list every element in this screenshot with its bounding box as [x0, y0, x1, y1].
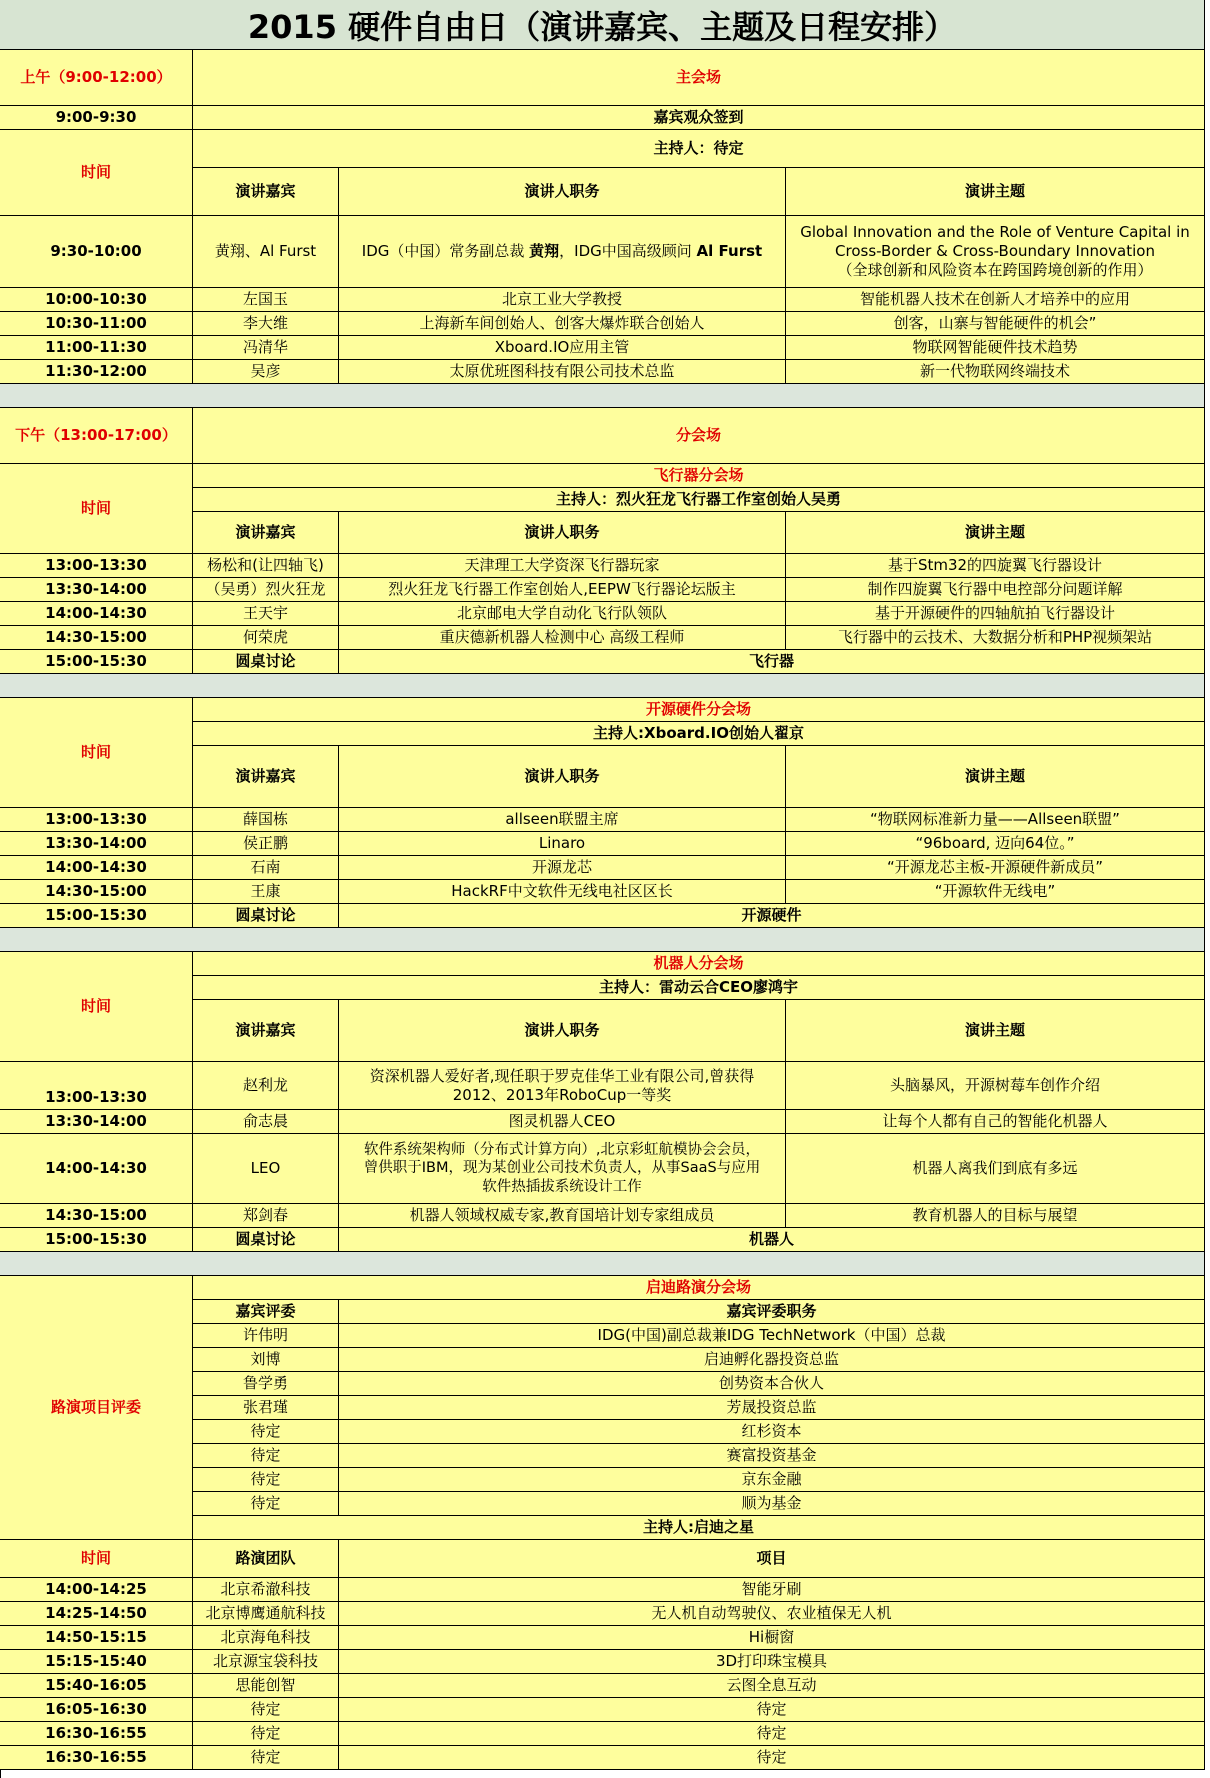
- topic-cell: “96board, 迈向64位。”: [786, 832, 1205, 856]
- topic-cell: 创客，山寨与智能硬件的机会”: [786, 312, 1205, 336]
- position-line: 曾供职于IBM，现为某创业公司技术负责人，从事SaaS与应用: [363, 1160, 761, 1177]
- robot-venue-name: 机器人分会场: [193, 952, 1205, 976]
- position-header: 演讲人职务: [339, 1000, 786, 1062]
- topic-cell: 基于Stm32的四旋翼飞行器设计: [786, 554, 1205, 578]
- judge-name: 待定: [193, 1420, 339, 1444]
- morning-venue: 主会场: [193, 50, 1205, 106]
- judge-position: 启迪孵化器投资总监: [339, 1348, 1205, 1372]
- time-cell: 10:00-10:30: [0, 288, 193, 312]
- topic-line: Global Innovation and the Role of Venture Capital in: [800, 223, 1190, 242]
- morning-period: 上午（9:00-12:00）: [0, 50, 193, 106]
- speaker-cell: 何荣虎: [193, 626, 339, 650]
- topic-cell: 头脑暴风，开源树莓车创作介绍: [786, 1062, 1205, 1110]
- project-cell: 云图全息互动: [339, 1674, 1205, 1698]
- position-cell: [339, 216, 786, 288]
- position-text: IDG（中国）常务副总裁: [361, 242, 530, 261]
- team-cell: 待定: [193, 1722, 339, 1746]
- position-line: 2012、2013年RoboCup一等奖: [452, 1085, 672, 1104]
- morning-time-header: 时间: [0, 130, 193, 216]
- topic-cell: 新一代物联网终端技术: [786, 360, 1205, 384]
- time-cell: 14:00-14:30: [0, 602, 193, 626]
- position-header: 演讲人职务: [339, 746, 786, 808]
- project-cell: 无人机自动驾驶仪、农业植保无人机: [339, 1602, 1205, 1626]
- opensource-time-header: 时间: [0, 698, 193, 808]
- topic-cell: [786, 216, 1205, 288]
- position-text: ，IDG中国高级顾问: [559, 242, 697, 261]
- position-line: 软件热插拔系统设计工作: [482, 1178, 642, 1195]
- roadshow-venue-name: 启迪路演分会场: [193, 1276, 1205, 1300]
- time-cell: 15:00-15:30: [0, 1228, 193, 1252]
- time-cell: 13:30-14:00: [0, 1110, 193, 1134]
- section-separator: [0, 384, 1205, 408]
- position-cell: 图灵机器人CEO: [339, 1110, 786, 1134]
- time-cell: 13:00-13:30: [0, 554, 193, 578]
- position-cell: 重庆德新机器人检测中心 高级工程师: [339, 626, 786, 650]
- topic-header: 演讲主题: [786, 746, 1205, 808]
- project-cell: 智能牙刷: [339, 1578, 1205, 1602]
- topic-cell: 智能机器人技术在创新人才培养中的应用: [786, 288, 1205, 312]
- time-cell: 14:30-15:00: [0, 626, 193, 650]
- judge-name: 待定: [193, 1492, 339, 1516]
- position-cell: HackRF中文软件无线电社区区长: [339, 880, 786, 904]
- speaker-cell: 郑剑春: [193, 1204, 339, 1228]
- judge-position: 顺为基金: [339, 1492, 1205, 1516]
- judge-name: 待定: [193, 1444, 339, 1468]
- judge-header: 嘉宾评委: [193, 1300, 339, 1324]
- time-cell: 13:30-14:00: [0, 832, 193, 856]
- topic-cell: “物联网标准新力量——Allseen联盟”: [786, 808, 1205, 832]
- position-cell: allseen联盟主席: [339, 808, 786, 832]
- position-cell: 烈火狂龙飞行器工作室创始人,EEPW飞行器论坛版主: [339, 578, 786, 602]
- judge-name: 张君瑾: [193, 1396, 339, 1420]
- position-cell: 太原优班图科技有限公司技术总监: [339, 360, 786, 384]
- project-cell: Hi橱窗: [339, 1626, 1205, 1650]
- team-cell: 待定: [193, 1746, 339, 1770]
- project-header: 项目: [339, 1540, 1205, 1578]
- time-cell: 15:40-16:05: [0, 1674, 193, 1698]
- roundtable-topic: 机器人: [339, 1228, 1205, 1252]
- judge-position: IDG(中国)副总裁兼IDG TechNetwork（中国）总裁: [339, 1324, 1205, 1348]
- topic-cell: “开源软件无线电”: [786, 880, 1205, 904]
- topic-cell: 基于开源硬件的四轴航拍飞行器设计: [786, 602, 1205, 626]
- position-cell: [339, 1134, 786, 1204]
- roundtable-topic: 开源硬件: [339, 904, 1205, 928]
- position-header: 演讲人职务: [339, 168, 786, 216]
- topic-header: 演讲主题: [786, 1000, 1205, 1062]
- time-cell: 14:00-14:30: [0, 1134, 193, 1204]
- topic-cell: 飞行器中的云技术、大数据分析和PHP视频架站: [786, 626, 1205, 650]
- speaker-cell: 冯清华: [193, 336, 339, 360]
- speaker-cell: LEO: [193, 1134, 339, 1204]
- topic-header: 演讲主题: [786, 168, 1205, 216]
- time-cell: 16:05-16:30: [0, 1698, 193, 1722]
- time-cell: 11:30-12:00: [0, 360, 193, 384]
- team-cell: 北京源宝袋科技: [193, 1650, 339, 1674]
- page-title: 2015 硬件自由日（演讲嘉宾、主题及日程安排）: [0, 0, 1205, 50]
- speaker-cell: 王康: [193, 880, 339, 904]
- speaker-header: 演讲嘉宾: [193, 512, 339, 554]
- morning-host: 主持人：待定: [193, 130, 1205, 168]
- roadshow-time-header: 时间: [0, 1540, 193, 1578]
- position-cell: 上海新车间创始人、创客大爆炸联合创始人: [339, 312, 786, 336]
- project-cell: 待定: [339, 1722, 1205, 1746]
- speaker-cell: （吴勇）烈火狂龙: [193, 578, 339, 602]
- position-cell: 北京工业大学教授: [339, 288, 786, 312]
- section-separator: [0, 928, 1205, 952]
- position-name: 黄翔: [529, 242, 560, 261]
- speaker-cell: 吴彦: [193, 360, 339, 384]
- opensource-host: 主持人:Xboard.IO创始人翟京: [193, 722, 1205, 746]
- roundtable-topic: 飞行器: [339, 650, 1205, 674]
- judge-position: 京东金融: [339, 1468, 1205, 1492]
- opensource-venue-name: 开源硬件分会场: [193, 698, 1205, 722]
- time-cell: 14:50-15:15: [0, 1626, 193, 1650]
- speaker-cell: 杨松和(让四轴飞): [193, 554, 339, 578]
- section-separator: [0, 1252, 1205, 1276]
- topic-cell: 机器人离我们到底有多远: [786, 1134, 1205, 1204]
- judge-name: 许伟明: [193, 1324, 339, 1348]
- project-cell: 待定: [339, 1698, 1205, 1722]
- afternoon-venue: 分会场: [193, 408, 1205, 464]
- speaker-cell: 俞志晨: [193, 1110, 339, 1134]
- time-cell: 9:30-10:00: [0, 216, 193, 288]
- speaker-header: 演讲嘉宾: [193, 746, 339, 808]
- speaker-cell: 黄翔、Al Furst: [193, 216, 339, 288]
- roadshow-host: 主持人:启迪之星: [193, 1516, 1205, 1540]
- team-cell: 北京希澈科技: [193, 1578, 339, 1602]
- judge-position: 赛富投资基金: [339, 1444, 1205, 1468]
- time-cell: 13:00-13:30: [0, 808, 193, 832]
- topic-line: （全球创新和风险资本在跨国跨境创新的作用）: [837, 260, 1153, 279]
- time-cell: 13:00-13:30: [0, 1062, 193, 1110]
- time-cell: 14:30-15:00: [0, 880, 193, 904]
- judge-position-header: 嘉宾评委职务: [339, 1300, 1205, 1324]
- section-separator: [0, 674, 1205, 698]
- speaker-cell: 左国玉: [193, 288, 339, 312]
- team-cell: 北京海龟科技: [193, 1626, 339, 1650]
- topic-cell: 制作四旋翼飞行器中电控部分问题详解: [786, 578, 1205, 602]
- checkin-time: 9:00-9:30: [0, 106, 193, 130]
- time-cell: 15:00-15:30: [0, 650, 193, 674]
- position-cell: Xboard.IO应用主管: [339, 336, 786, 360]
- robot-time-header: 时间: [0, 952, 193, 1062]
- team-cell: 待定: [193, 1698, 339, 1722]
- position-cell: Linaro: [339, 832, 786, 856]
- position-cell: 天津理工大学资深飞行器玩家: [339, 554, 786, 578]
- topic-cell: 教育机器人的目标与展望: [786, 1204, 1205, 1228]
- time-cell: 14:00-14:25: [0, 1578, 193, 1602]
- judge-name: 刘博: [193, 1348, 339, 1372]
- judge-position: 创势资本合伙人: [339, 1372, 1205, 1396]
- speaker-header: 演讲嘉宾: [193, 168, 339, 216]
- time-cell: 14:00-14:30: [0, 856, 193, 880]
- speaker-cell: 赵利龙: [193, 1062, 339, 1110]
- project-cell: 待定: [339, 1746, 1205, 1770]
- position-cell: [339, 1062, 786, 1110]
- speaker-cell: 侯正鹏: [193, 832, 339, 856]
- aircraft-venue-name: 飞行器分会场: [193, 464, 1205, 488]
- position-cell: 北京邮电大学自动化飞行队领队: [339, 602, 786, 626]
- position-line: 软件系统架构师（分布式计算方向）,北京彩虹航模协会会员，: [363, 1142, 761, 1159]
- position-line: 资深机器人爱好者,现任职于罗克佳华工业有限公司,曾获得: [369, 1066, 755, 1085]
- judge-name: 鲁学勇: [193, 1372, 339, 1396]
- topic-cell: “开源龙芯主板-开源硬件新成员”: [786, 856, 1205, 880]
- judge-position: 红杉资本: [339, 1420, 1205, 1444]
- position-header: 演讲人职务: [339, 512, 786, 554]
- speaker-cell: 王天宇: [193, 602, 339, 626]
- team-cell: 思能创智: [193, 1674, 339, 1698]
- time-cell: 14:25-14:50: [0, 1602, 193, 1626]
- time-cell: 13:30-14:00: [0, 578, 193, 602]
- team-cell: 北京博鹰通航科技: [193, 1602, 339, 1626]
- speaker-header: 演讲嘉宾: [193, 1000, 339, 1062]
- position-name: Al Furst: [696, 242, 763, 261]
- time-cell: 11:00-11:30: [0, 336, 193, 360]
- checkin-label: 嘉宾观众签到: [193, 106, 1205, 130]
- robot-host: 主持人：雷动云合CEO廖鸿宇: [193, 976, 1205, 1000]
- topic-line: Cross-Border & Cross-Boundary Innovation: [835, 242, 1155, 261]
- speaker-cell: 李大维: [193, 312, 339, 336]
- project-cell: 3D打印珠宝模具: [339, 1650, 1205, 1674]
- speaker-cell: 石南: [193, 856, 339, 880]
- time-cell: 10:30-11:00: [0, 312, 193, 336]
- team-header: 路演团队: [193, 1540, 339, 1578]
- time-cell: 16:30-16:55: [0, 1746, 193, 1770]
- position-cell: 开源龙芯: [339, 856, 786, 880]
- roundtable-label: 圆桌讨论: [193, 650, 339, 674]
- topic-header: 演讲主题: [786, 512, 1205, 554]
- aircraft-host: 主持人：烈火狂龙飞行器工作室创始人吴勇: [193, 488, 1205, 512]
- topic-cell: 物联网智能硬件技术趋势: [786, 336, 1205, 360]
- afternoon-period: 下午（13:00-17:00）: [0, 408, 193, 464]
- roundtable-label: 圆桌讨论: [193, 1228, 339, 1252]
- speaker-cell: 薛国栋: [193, 808, 339, 832]
- roadshow-jury-label: 路演项目评委: [0, 1276, 193, 1540]
- roundtable-label: 圆桌讨论: [193, 904, 339, 928]
- position-cell: 机器人领域权威专家,教育国培计划专家组成员: [339, 1204, 786, 1228]
- time-cell: 14:30-15:00: [0, 1204, 193, 1228]
- aircraft-time-header: 时间: [0, 464, 193, 554]
- time-cell: 15:00-15:30: [0, 904, 193, 928]
- time-cell: 16:30-16:55: [0, 1722, 193, 1746]
- judge-name: 待定: [193, 1468, 339, 1492]
- topic-cell: 让每个人都有自己的智能化机器人: [786, 1110, 1205, 1134]
- judge-position: 芳晟投资总监: [339, 1396, 1205, 1420]
- time-cell: 15:15-15:40: [0, 1650, 193, 1674]
